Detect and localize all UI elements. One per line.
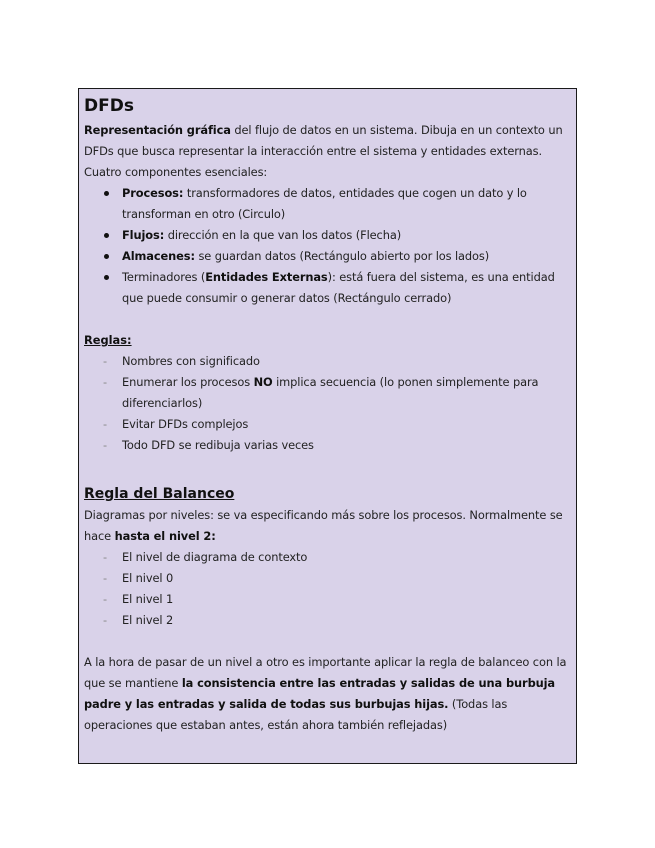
list-item: - El nivel de diagrama de contexto [84,547,571,568]
intro-text: del flujo de datos en un sistema. Dibuja en un contexto un DFDs que busca representar la interacción entre el sistema y entidades externas. [84,123,563,158]
list-item: - Enumerar los procesos NO implica secuencia (lo ponen simplemente para diferenciarlos) [84,372,571,414]
list-item: - Todo DFD se redibuja varias veces [84,435,571,456]
bullet-icon [104,233,109,238]
dash-icon: - [103,550,108,564]
intro-bold: Representación gráfica [84,123,231,137]
list-item: - Nombres con significado [84,351,571,372]
dash-icon: - [103,354,108,368]
list-item: Terminadores (Entidades Externas): está fuera del sistema, es una entidad que puede consumir o generar datos (Rectángulo cerrado) [84,267,571,309]
dash-icon: - [103,375,108,389]
levels-list [84,547,571,631]
list-item: - El nivel 2 [84,610,571,631]
bullet-icon [104,254,109,259]
list-item: Almacenes: se guardan datos (Rectángulo abierto por los lados) [84,246,571,267]
rules-heading: Reglas: [84,333,132,347]
intro-paragraph [84,120,571,162]
page-title: DFDs [84,96,134,116]
bullet-icon [104,275,109,280]
list-item: - Evitar DFDs complejos [84,414,571,435]
list-item: Procesos: transformadores de datos, entidades que cogen un dato y lo transforman en otro (Circulo) [84,183,571,225]
list-item: Flujos: dirección en la que van los datos (Flecha) [84,225,571,246]
dash-icon: - [103,592,108,606]
dash-icon: - [103,417,108,431]
list-item: - El nivel 1 [84,589,571,610]
components-intro: Cuatro componentes esenciales: [84,165,268,179]
dash-icon: - [103,438,108,452]
list-item: - El nivel 0 [84,568,571,589]
balance-heading: Regla del Balanceo [84,486,235,502]
bullet-icon [104,191,109,196]
balance-intro: Diagramas por niveles: se va especificando más sobre los procesos. Normalmente se hace hasta el nivel 2: [84,508,563,543]
notes-box [78,88,577,764]
components-list [84,183,571,309]
balance-final-paragraph: A la hora de pasar de un nivel a otro es importante aplicar la regla de balanceo con la que se mantiene la consistencia entre las entradas y salidas de una burbuja padre y las entradas y salida de todas sus burbujas hijas. (Todas las operaciones que estaban antes, están ahora también reflejadas) [84,655,567,732]
dash-icon: - [103,571,108,585]
rules-list [84,351,571,456]
dash-icon: - [103,613,108,627]
